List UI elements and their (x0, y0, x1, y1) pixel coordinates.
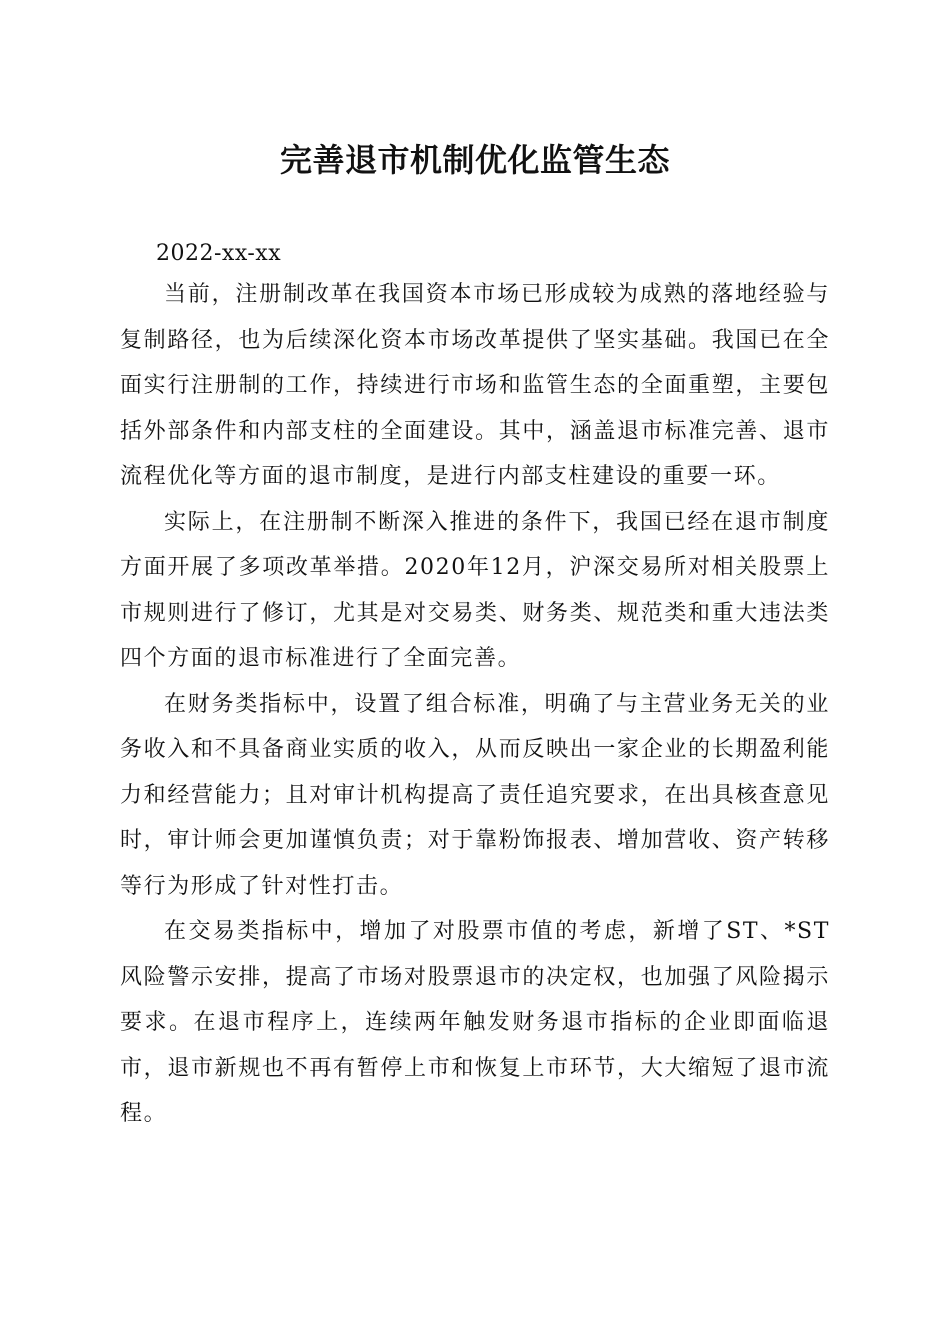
paragraph-2: 实际上，在注册制不断深入推进的条件下，我国已经在退市制度方面开展了多项改革举措。2020年12月，沪深交易所对相关股票上市规则进行了修订，尤其是对交易类、财务类、规范类和重大违法类四个方面的退市标准进行了全面完善。 (120, 509, 830, 671)
paragraph-1: 当前，注册制改革在我国资本市场已形成较为成熟的落地经验与复制路径，也为后续深化资本市场改革提供了坚实基础。我国已在全面实行注册制的工作，持续进行市场和监管生态的全面重塑，主要包括外部条件和内部支柱的全面建设。其中，涵盖退市标准完善、退市流程优化等方面的退市制度，是进行内部支柱建设的重要一环。 (120, 282, 830, 489)
paragraph-4: 在交易类指标中，增加了对股票市值的考虑，新增了ST、*ST风险警示安排，提高了市场对股票退市的决定权，也加强了风险揭示要求。在退市程序上，连续两年触发财务退市指标的企业即面临退市，退市新规也不再有暂停上市和恢复上市环节，大大缩短了退市流程。 (120, 919, 830, 1126)
document-title: 完善退市机制优化监管生态 (279, 141, 670, 179)
document-date: 2022-xx-xx (156, 241, 282, 266)
paragraph-3: 在财务类指标中，设置了组合标准，明确了与主营业务无关的业务收入和不具备商业实质的收入，从而反映出一家企业的长期盈利能力和经营能力；且对审计机构提高了责任追究要求，在出具核查意见时，审计师会更加谨慎负责；对于靠粉饰报表、增加营收、资产转移等行为形成了针对性打击。 (120, 691, 830, 899)
document-body (120, 236, 830, 1137)
